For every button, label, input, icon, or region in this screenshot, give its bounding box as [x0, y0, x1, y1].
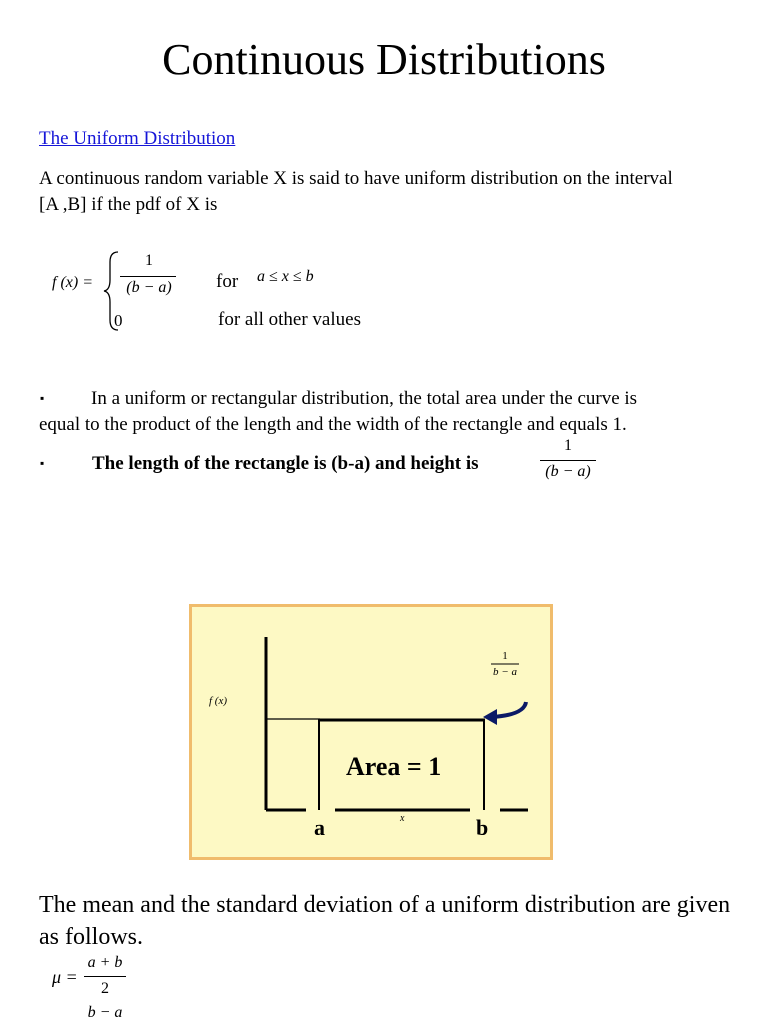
bullet1-line-1: In a uniform or rectangular distribution, the total area under the curve is	[91, 388, 638, 409]
arrow-head	[483, 709, 497, 725]
mu-numerator: a + b	[87, 954, 123, 971]
mu-denominator: 2	[101, 980, 109, 997]
mean-sd-intro: The mean and the standard deviation of a uniform distribution are given as follows.	[39, 892, 731, 950]
bullet-icon: ▪	[40, 456, 45, 470]
page-title: Continuous Distributions	[162, 35, 606, 84]
mu-lhs: μ =	[52, 967, 78, 987]
bullet2-denominator: (b − a)	[545, 463, 591, 480]
bullet2-text: The length of the rectangle is (b-a) and height is	[92, 453, 479, 474]
uniform-distribution-figure	[189, 604, 553, 860]
pdf-denominator: (b − a)	[126, 279, 172, 296]
pdf-fraction-bar	[120, 276, 176, 277]
pdf-numerator: 1	[145, 252, 153, 269]
intro-line-1: A continuous random variable X is said to have uniform distribution on the interval	[39, 168, 673, 189]
intro-line-2: [A ,B] if the pdf of X is	[39, 194, 218, 215]
bullet-icon: ▪	[40, 391, 45, 405]
arrow-curve	[492, 702, 526, 717]
height-numerator: 1	[502, 650, 508, 662]
pdf-case2: for all other values	[218, 309, 361, 330]
sigma-numerator: b − a	[87, 1004, 123, 1021]
bullet1-line-2: equal to the product of the length and the width of the rectangle and equals 1.	[39, 414, 627, 435]
figure-ylabel: f (x)	[209, 695, 228, 707]
bullet2-fraction-bar	[540, 460, 596, 461]
label-a: a	[314, 815, 325, 840]
pdf-case1-condition: a ≤ x ≤ b	[257, 268, 314, 285]
height-denominator: b − a	[493, 666, 517, 678]
figure-drawing	[192, 607, 550, 857]
figure-xlabel: x	[400, 813, 405, 824]
mu-fraction-bar	[84, 976, 126, 977]
pdf-case1-word: for	[216, 271, 239, 292]
pdf-lhs: f (x) =	[52, 274, 93, 291]
pdf-zero: 0	[114, 311, 123, 330]
area-label: Area = 1	[346, 752, 442, 781]
bullet2-numerator: 1	[564, 437, 572, 454]
label-b: b	[476, 815, 489, 840]
uniform-distribution-link[interactable]: The Uniform Distribution	[39, 128, 236, 149]
